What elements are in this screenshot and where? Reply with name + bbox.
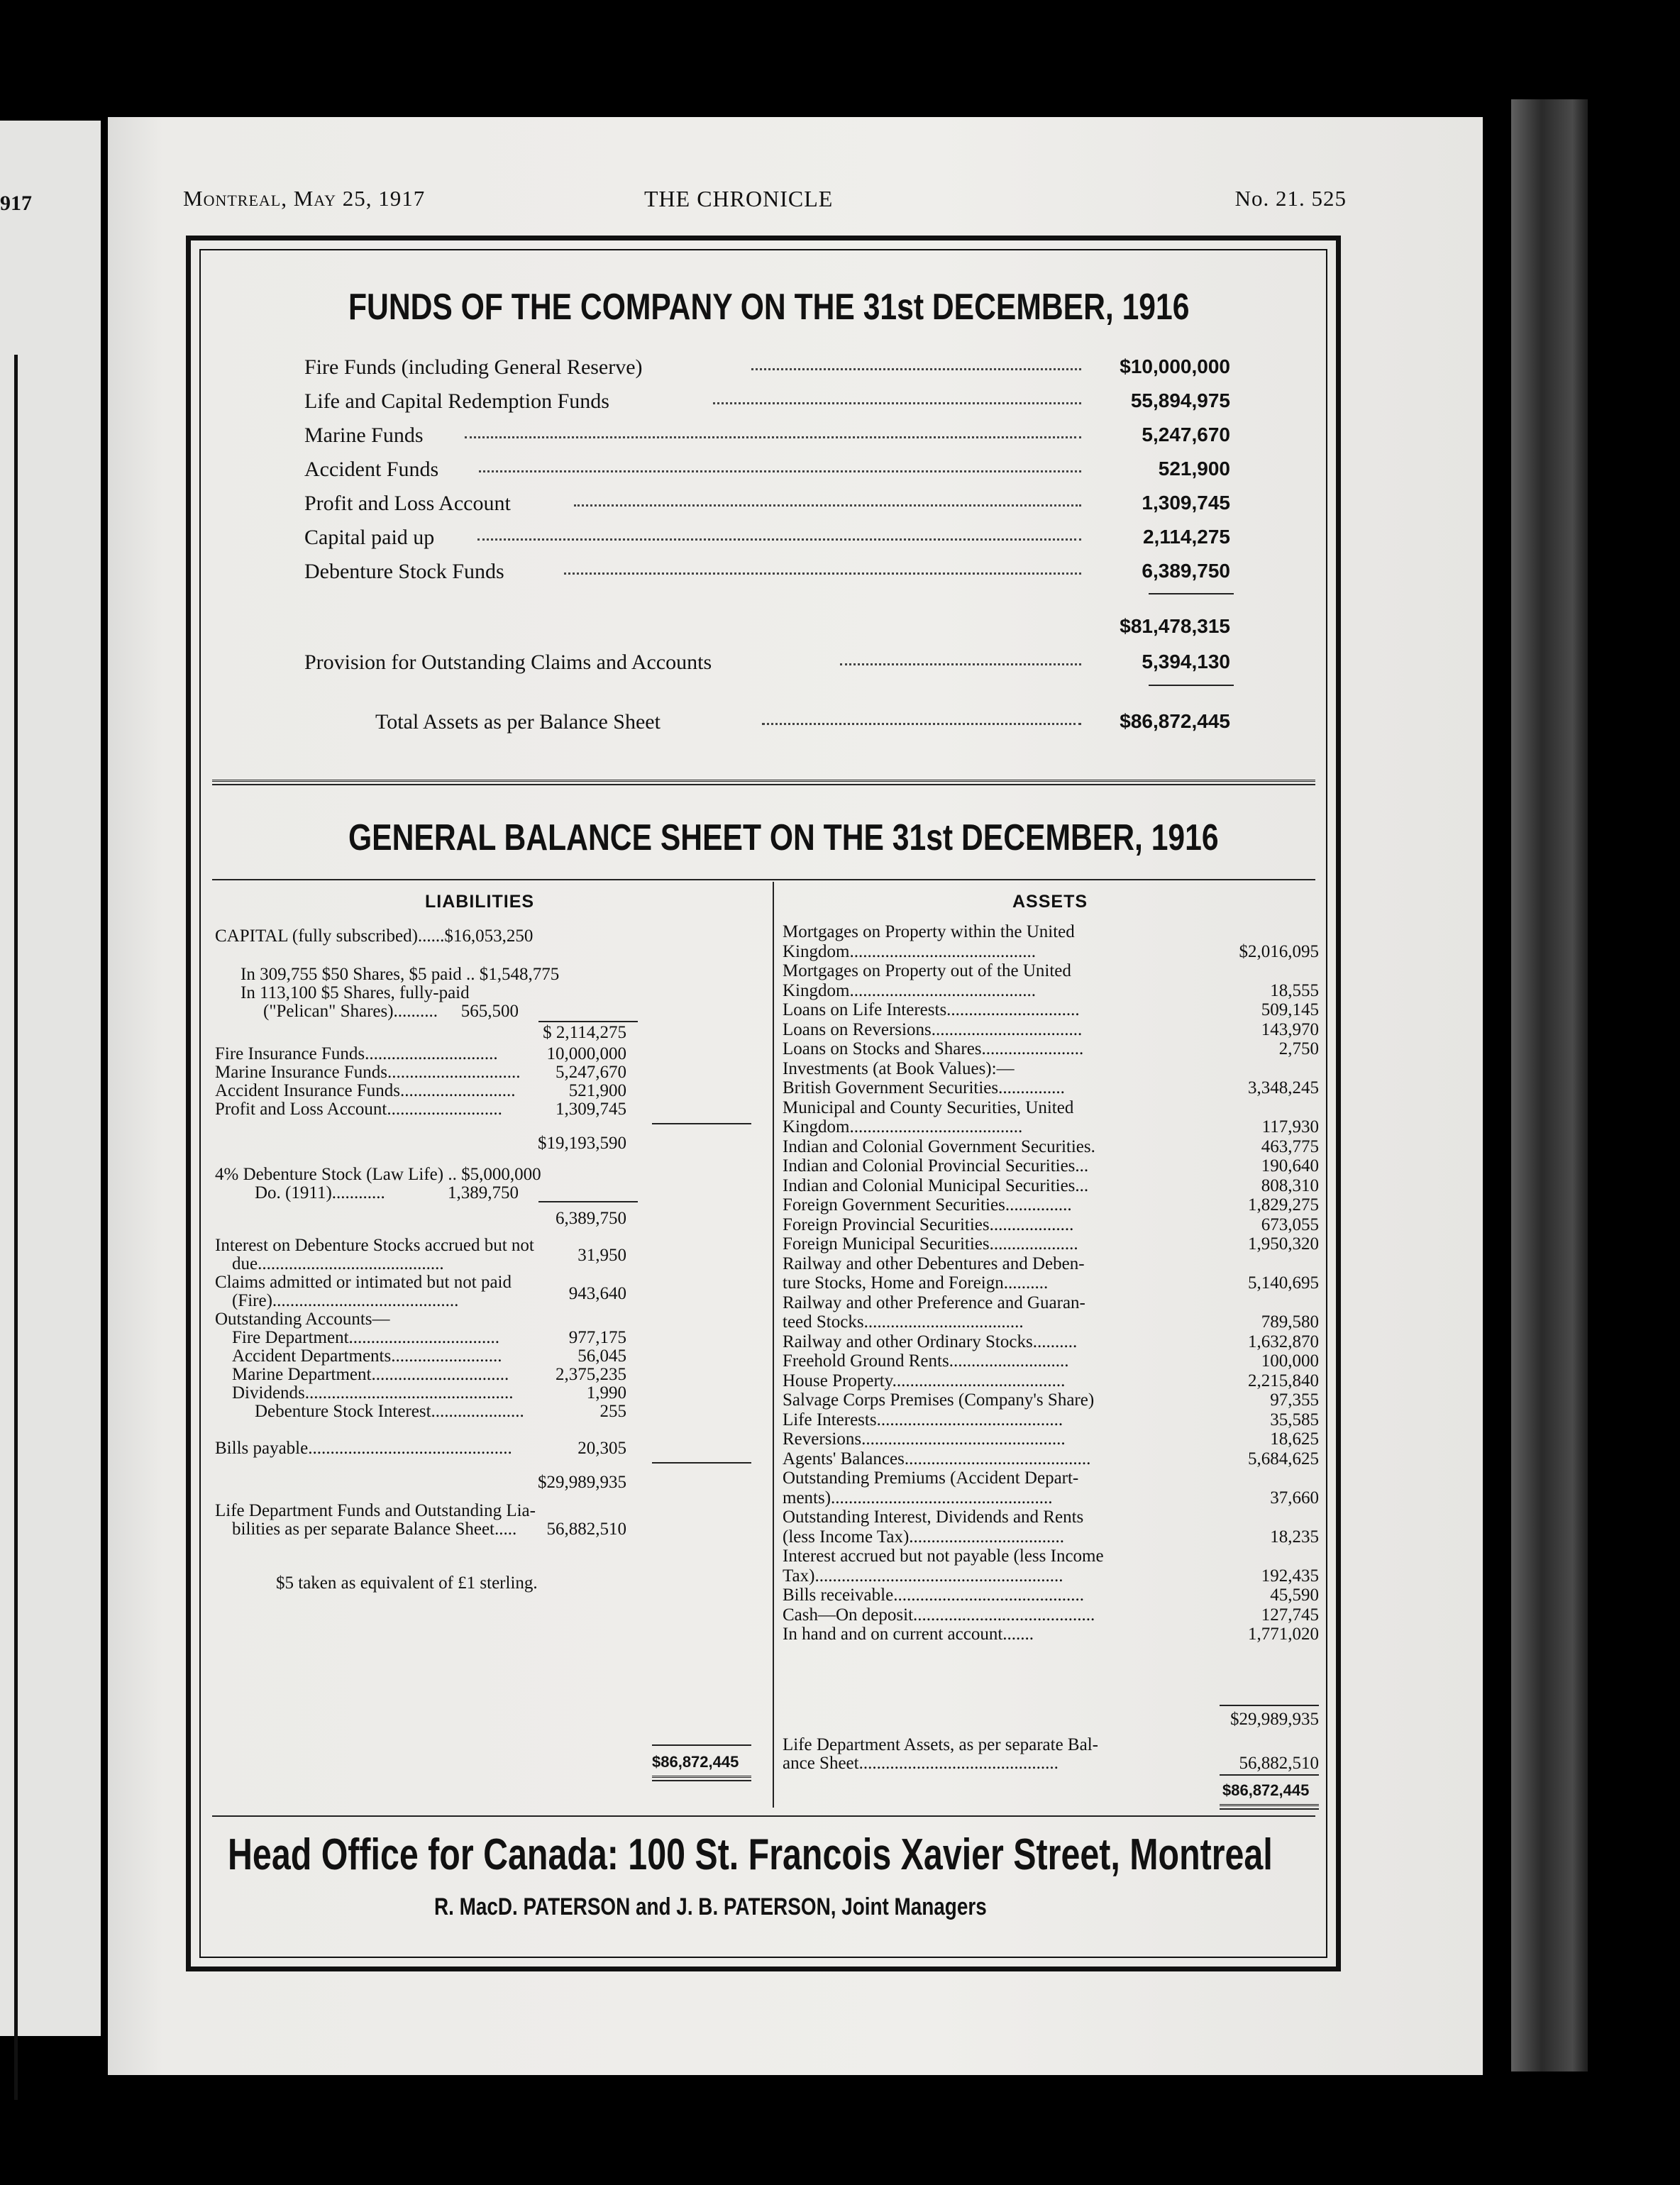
funds-row-label: Fire Funds (including General Reserve) bbox=[304, 355, 643, 379]
leader-dots bbox=[840, 663, 1081, 665]
asset-line-value: 190,640 bbox=[1261, 1156, 1319, 1176]
double-rule bbox=[652, 1776, 751, 1781]
funds-total-label: Total Assets as per Balance Sheet bbox=[375, 710, 661, 734]
asset-line-value: 37,660 bbox=[1270, 1488, 1319, 1508]
outstanding-account-value: 2,375,235 bbox=[556, 1365, 626, 1384]
outstanding-account-value: 977,175 bbox=[568, 1328, 626, 1347]
funds-row-label: Capital paid up bbox=[304, 526, 435, 549]
funds-subtotal: $81,478,315 bbox=[1120, 615, 1230, 637]
asset-line-value: 192,435 bbox=[1261, 1566, 1319, 1586]
asset-line-label: Indian and Colonial Government Securities. bbox=[783, 1136, 1095, 1156]
asset-line-label: British Government Securities............... bbox=[783, 1078, 1065, 1097]
claims-line-1: Claims admitted or intimated but not paid bbox=[215, 1273, 512, 1292]
advertisement-frame bbox=[186, 236, 1341, 1971]
life-funds-line-1: Life Department Funds and Outstanding Lia- bbox=[215, 1501, 536, 1520]
leader-dots bbox=[477, 538, 1081, 541]
asset-line-label: Kingdom....................................... bbox=[783, 1117, 1023, 1136]
debenture-line-2: Do. (1911)............ bbox=[255, 1183, 385, 1202]
funds-row bbox=[304, 492, 1230, 523]
asset-line-value: 1,632,870 bbox=[1248, 1332, 1319, 1351]
adjacent-page-number: 917 bbox=[0, 192, 32, 215]
shares-line-3: ("Pelican" Shares).......... bbox=[263, 1002, 438, 1021]
rule bbox=[652, 1744, 751, 1746]
funds-row-label: Profit and Loss Account bbox=[304, 492, 511, 515]
debenture-total: 6,389,750 bbox=[556, 1209, 626, 1228]
asset-line-label: Mortgages on Property out of the United bbox=[783, 961, 1071, 980]
liability-fund-value: 521,900 bbox=[568, 1081, 626, 1100]
asset-line-value: 18,235 bbox=[1270, 1527, 1319, 1547]
liability-fund-label: Marine Insurance Funds.............................. bbox=[215, 1063, 521, 1082]
asset-line-label: ments).................................................. bbox=[783, 1488, 1053, 1508]
funds-row bbox=[304, 355, 1230, 387]
liability-fund-label: Profit and Loss Account.......................... bbox=[215, 1100, 502, 1119]
asset-line-value: $2,016,095 bbox=[1239, 941, 1319, 961]
asset-line-label: Foreign Municipal Securities.................... bbox=[783, 1234, 1078, 1254]
asset-line-label: In hand and on current account....... bbox=[783, 1625, 1034, 1644]
asset-line-label: Loans on Stocks and Shares....................... bbox=[783, 1039, 1084, 1058]
funds-total-value: $86,872,445 bbox=[1120, 710, 1230, 732]
funds-provision-row bbox=[304, 651, 1230, 682]
asset-line-value: 1,950,320 bbox=[1248, 1234, 1319, 1254]
asset-line-label: Outstanding Interest, Dividends and Rents bbox=[783, 1508, 1084, 1527]
leader-dots bbox=[479, 470, 1081, 472]
running-head bbox=[183, 186, 1347, 221]
asset-line-label: Interest accrued but not payable (less Income bbox=[783, 1547, 1104, 1566]
asset-line-value: 143,970 bbox=[1261, 1019, 1319, 1039]
funds-subtotal-rule bbox=[1149, 593, 1234, 594]
interest-line-1: Interest on Debenture Stocks accrued but not bbox=[215, 1236, 534, 1255]
asset-line-label: Foreign Provincial Securities................... bbox=[783, 1215, 1074, 1234]
funds-row bbox=[304, 560, 1230, 591]
funds-row-value: 5,247,670 bbox=[1142, 424, 1230, 446]
asset-line-value: 100,000 bbox=[1261, 1351, 1319, 1371]
running-head-date: Montreal, May 25, 1917 bbox=[183, 186, 426, 211]
asset-line-value: 808,310 bbox=[1261, 1176, 1319, 1195]
liability-fund-value: 10,000,000 bbox=[546, 1044, 626, 1063]
asset-line-label: ture Stocks, Home and Foreign.......... bbox=[783, 1273, 1049, 1293]
life-funds-value: 56,882,510 bbox=[546, 1520, 626, 1539]
shares-line-3-value: 565,500 bbox=[460, 1002, 519, 1021]
footer-rule bbox=[212, 1815, 1315, 1817]
asset-line-value: 3,348,245 bbox=[1248, 1078, 1319, 1097]
liabilities-subtotal-1: $19,193,590 bbox=[538, 1134, 626, 1153]
assets-subtotal: $29,989,935 bbox=[1230, 1710, 1319, 1729]
outstanding-account-value: 255 bbox=[599, 1402, 626, 1421]
leader-dots bbox=[762, 723, 1081, 725]
asset-line-value: 35,585 bbox=[1270, 1410, 1319, 1429]
liability-fund-label: Accident Insurance Funds.......................... bbox=[215, 1081, 516, 1100]
asset-line-value: 5,140,695 bbox=[1248, 1273, 1319, 1293]
asset-line-label: Municipal and County Securities, United bbox=[783, 1097, 1074, 1117]
asset-line-label: Mortgages on Property within the United bbox=[783, 922, 1075, 941]
life-assets-line-2: ance Sheet............................................. bbox=[783, 1754, 1059, 1773]
asset-line-label: (less Income Tax)................................... bbox=[783, 1527, 1065, 1547]
rule bbox=[1220, 1705, 1319, 1706]
asset-line-label: Loans on Reversions.................................. bbox=[783, 1019, 1083, 1039]
double-rule bbox=[1220, 1804, 1319, 1810]
asset-line-value: 509,145 bbox=[1261, 1000, 1319, 1019]
asset-line-label: Freehold Ground Rents........................... bbox=[783, 1351, 1069, 1371]
life-funds-line-2: bilities as per separate Balance Sheet..... bbox=[232, 1520, 517, 1539]
interest-line-2: due.......................................... bbox=[232, 1254, 444, 1273]
debenture-line-2-value: 1,389,750 bbox=[448, 1183, 519, 1202]
balance-top-rule bbox=[212, 879, 1315, 880]
funds-row-label: Debenture Stock Funds bbox=[304, 560, 504, 583]
leader-dots bbox=[465, 436, 1081, 438]
asset-line-value: 1,829,275 bbox=[1248, 1195, 1319, 1215]
outstanding-account-label: Accident Departments......................... bbox=[232, 1346, 502, 1366]
outstanding-account-label: Marine Department............................... bbox=[232, 1365, 509, 1384]
shares-line-1: In 309,755 $50 Shares, $5 paid .. $1,548,775 bbox=[241, 965, 560, 984]
asset-line-value: 18,625 bbox=[1270, 1429, 1319, 1449]
adjacent-page-strip bbox=[0, 121, 101, 2036]
funds-row-value: 521,900 bbox=[1158, 458, 1230, 480]
asset-line-value: 2,750 bbox=[1278, 1039, 1319, 1058]
asset-line-value: 97,355 bbox=[1270, 1390, 1319, 1410]
liability-fund-value: 1,309,745 bbox=[556, 1100, 626, 1119]
outstanding-account-value: 1,990 bbox=[586, 1383, 626, 1403]
asset-line-value: 117,930 bbox=[1261, 1117, 1319, 1136]
asset-line-value: 45,590 bbox=[1270, 1586, 1319, 1605]
claims-value: 943,640 bbox=[568, 1284, 626, 1303]
rule bbox=[538, 1201, 638, 1202]
asset-line-label: House Property....................................... bbox=[783, 1371, 1066, 1390]
leader-dots bbox=[574, 504, 1081, 507]
balance-title: GENERAL BALANCE SHEET ON THE 31st DECEMBER, 1916 bbox=[348, 817, 1219, 858]
funds-row-label: Accident Funds bbox=[304, 458, 439, 481]
asset-line-value: 5,684,625 bbox=[1248, 1449, 1319, 1468]
life-assets-value: 56,882,510 bbox=[1239, 1754, 1319, 1773]
funds-row-value: 1,309,745 bbox=[1142, 492, 1230, 514]
sterling-note: $5 taken as equivalent of £1 sterling. bbox=[276, 1573, 538, 1593]
funds-row bbox=[304, 458, 1230, 489]
capital-line: CAPITAL (fully subscribed)......$16,053,250 bbox=[215, 926, 534, 946]
asset-line-label: Railway and other Ordinary Stocks.......... bbox=[783, 1332, 1078, 1351]
outstanding-heading: Outstanding Accounts— bbox=[215, 1310, 390, 1329]
leader-dots bbox=[713, 402, 1081, 404]
running-head-title: THE CHRONICLE bbox=[644, 186, 834, 211]
assets-heading: ASSETS bbox=[1012, 892, 1088, 912]
funds-row-value: 6,389,750 bbox=[1142, 560, 1230, 582]
asset-line-label: Cash—On deposit......................................... bbox=[783, 1605, 1095, 1625]
shares-line-2: In 113,100 $5 Shares, fully-paid bbox=[241, 983, 470, 1002]
asset-line-label: Indian and Colonial Provincial Securities... bbox=[783, 1156, 1089, 1176]
interest-value: 31,950 bbox=[578, 1246, 626, 1265]
asset-line-label: Life Interests.......................................... bbox=[783, 1410, 1063, 1429]
rule bbox=[1220, 1774, 1319, 1776]
capital-total: $ 2,114,275 bbox=[543, 1023, 626, 1042]
asset-line-label: Railway and other Preference and Guaran- bbox=[783, 1293, 1085, 1312]
funds-row bbox=[304, 424, 1230, 455]
asset-line-label: Kingdom.......................................... bbox=[783, 941, 1036, 961]
outstanding-account-label: Fire Department.................................. bbox=[232, 1328, 500, 1347]
liabilities-subtotal-2: $29,989,935 bbox=[538, 1473, 626, 1492]
funds-subtotal-row bbox=[304, 615, 1230, 646]
asset-line-label: Reversions.............................................. bbox=[783, 1429, 1066, 1449]
rule bbox=[652, 1123, 751, 1124]
outstanding-account-value: 56,045 bbox=[578, 1346, 626, 1366]
rule bbox=[538, 1021, 638, 1022]
rule bbox=[652, 1462, 751, 1464]
funds-provision-value: 5,394,130 bbox=[1142, 651, 1230, 673]
asset-line-label: Loans on Life Interests.............................. bbox=[783, 1000, 1080, 1019]
claims-line-2: (Fire).......................................... bbox=[232, 1291, 459, 1310]
liabilities-heading: LIABILITIES bbox=[425, 892, 535, 912]
asset-line-value: 673,055 bbox=[1261, 1215, 1319, 1234]
asset-line-value: 789,580 bbox=[1261, 1312, 1319, 1332]
funds-row-value: 2,114,275 bbox=[1142, 526, 1230, 548]
liabilities-grand-total: $86,872,445 bbox=[652, 1753, 739, 1771]
asset-line-label: Kingdom.......................................... bbox=[783, 980, 1036, 1000]
asset-line-value: 1,771,020 bbox=[1248, 1625, 1319, 1644]
leader-dots bbox=[564, 572, 1081, 575]
asset-line-label: Outstanding Premiums (Accident Depart- bbox=[783, 1468, 1079, 1488]
liability-fund-value: 5,247,670 bbox=[556, 1063, 626, 1082]
leader-dots bbox=[751, 368, 1081, 370]
funds-row bbox=[304, 389, 1230, 421]
asset-line-value: 127,745 bbox=[1261, 1605, 1319, 1625]
outstanding-account-label: Dividends............................................... bbox=[232, 1383, 514, 1403]
outstanding-account-label: Debenture Stock Interest..................... bbox=[255, 1402, 524, 1421]
liability-fund-label: Fire Insurance Funds.............................. bbox=[215, 1044, 498, 1063]
book-spine bbox=[1511, 99, 1588, 2071]
funds-provision-label: Provision for Outstanding Claims and Accounts bbox=[304, 651, 712, 674]
funds-row-label: Marine Funds bbox=[304, 424, 424, 447]
funds-row bbox=[304, 526, 1230, 557]
funds-title: FUNDS OF THE COMPANY ON THE 31st DECEMBER, 1916 bbox=[348, 287, 1190, 328]
asset-line-label: Bills receivable........................................... bbox=[783, 1586, 1084, 1605]
funds-total-row bbox=[375, 710, 1230, 741]
funds-row-label: Life and Capital Redemption Funds bbox=[304, 389, 609, 413]
column-divider bbox=[773, 882, 774, 1808]
asset-line-label: Salvage Corps Premises (Company's Share) bbox=[783, 1390, 1095, 1410]
asset-line-label: Indian and Colonial Municipal Securities... bbox=[783, 1176, 1089, 1195]
section-divider bbox=[212, 780, 1315, 785]
asset-line-label: Investments (at Book Values):— bbox=[783, 1058, 1015, 1078]
asset-line-label: Foreign Government Securities............... bbox=[783, 1195, 1072, 1215]
debenture-line-1: 4% Debenture Stock (Law Life) .. $5,000,000 bbox=[215, 1165, 541, 1184]
managers-line: R. MacD. PATERSON and J. B. PATERSON, Joint Managers bbox=[434, 1893, 987, 1920]
asset-line-label: teed Stocks.................................... bbox=[783, 1312, 1024, 1332]
asset-line-label: Agents' Balances.......................................... bbox=[783, 1449, 1091, 1468]
funds-row-value: $10,000,000 bbox=[1120, 355, 1230, 377]
adjacent-page-border bbox=[0, 355, 18, 2100]
asset-line-label: Tax)........................................................ bbox=[783, 1566, 1063, 1586]
asset-line-value: 18,555 bbox=[1270, 980, 1319, 1000]
head-office-line: Head Office for Canada: 100 St. Francois Xavier Street, Montreal bbox=[228, 1830, 1273, 1879]
asset-line-value: 463,775 bbox=[1261, 1136, 1319, 1156]
bills-payable-value: 20,305 bbox=[578, 1439, 626, 1458]
bills-payable-label: Bills payable.............................................. bbox=[215, 1439, 512, 1458]
funds-row-value: 55,894,975 bbox=[1130, 389, 1230, 411]
asset-line-value: 2,215,840 bbox=[1248, 1371, 1319, 1390]
assets-grand-total: $86,872,445 bbox=[1222, 1781, 1310, 1799]
life-assets-line-1: Life Department Assets, as per separate Bal- bbox=[783, 1735, 1098, 1754]
funds-total-rule bbox=[1149, 685, 1234, 686]
asset-line-label: Railway and other Debentures and Deben- bbox=[783, 1254, 1085, 1273]
running-head-number: No. 21. 525 bbox=[1234, 186, 1347, 211]
